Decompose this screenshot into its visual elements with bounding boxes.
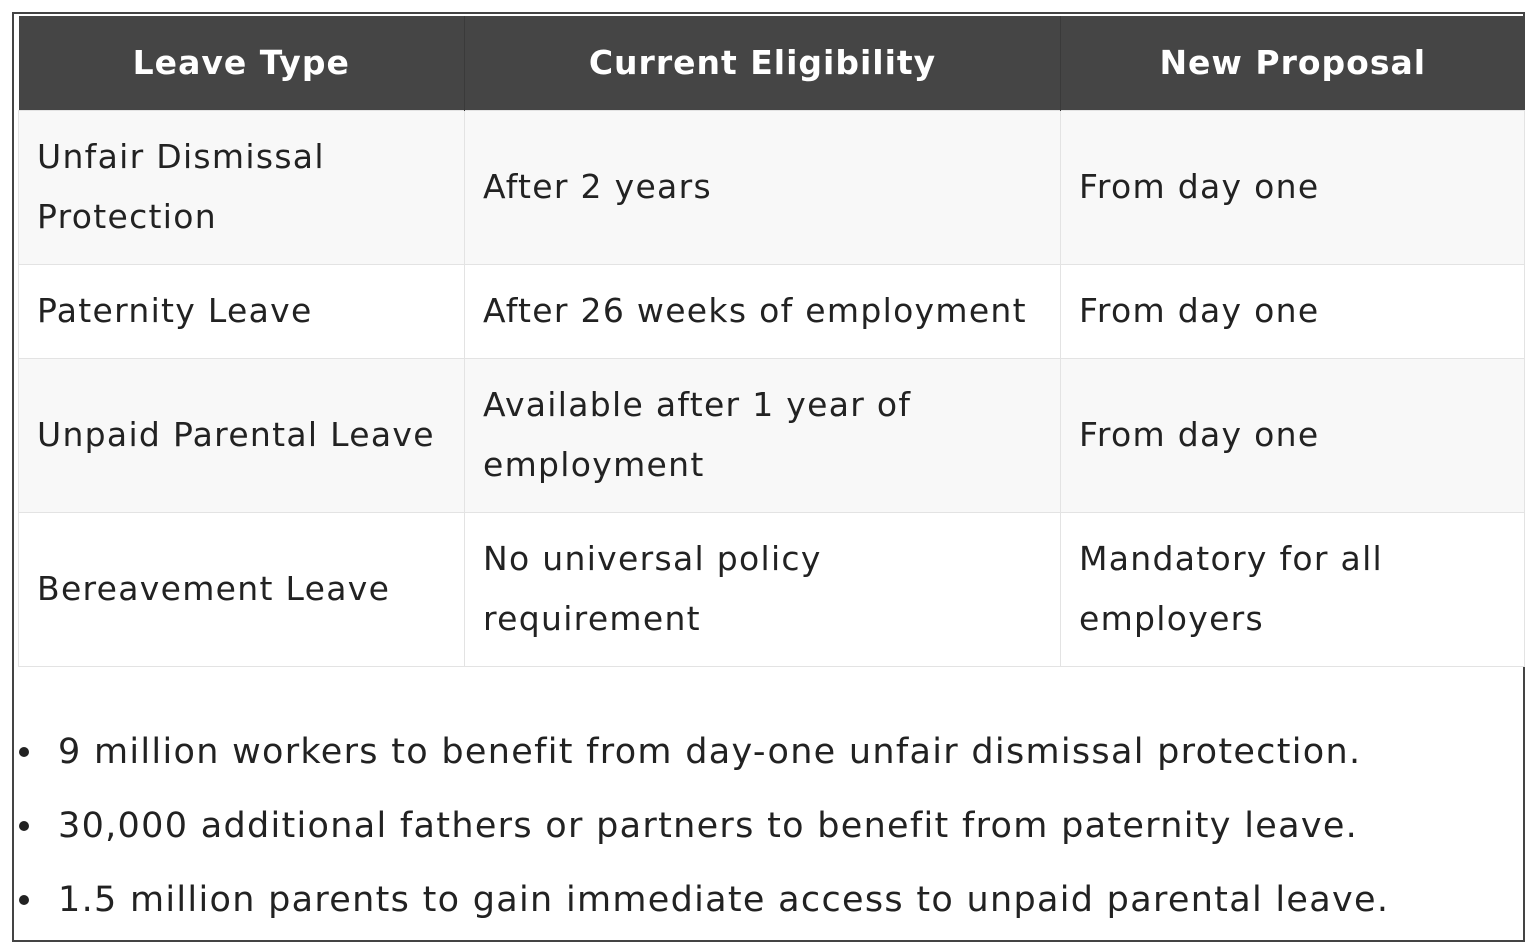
cell-leave-type: Bereavement Leave [19,512,465,666]
header-new-proposal: New Proposal [1061,16,1525,110]
cell-leave-type: Unpaid Parental Leave [19,358,465,512]
cell-current-eligibility: After 26 weeks of employment [465,264,1061,358]
header-current-eligibility: Current Eligibility [465,16,1061,110]
table-row [19,512,1525,666]
table-row [19,110,1525,264]
cell-new-proposal: Mandatory for all employers [1061,512,1525,666]
cell-leave-type: Unfair Dismissal Protection [19,110,465,264]
table-row [19,264,1525,358]
bullet-dot-icon [19,747,29,757]
header-leave-type: Leave Type [19,16,465,110]
cell-new-proposal: From day one [1061,264,1525,358]
list-item [14,720,1514,794]
leave-comparison-table [18,16,1525,667]
cell-new-proposal: From day one [1061,358,1525,512]
bullet-text: 30,000 additional fathers or partners to benefit from paternity leave. [58,806,1359,846]
list-item [14,868,1514,942]
bullet-dot-icon [19,821,29,831]
table-header-row [19,16,1525,110]
cell-leave-type: Paternity Leave [19,264,465,358]
bullet-dot-icon [19,895,29,905]
list-item [14,794,1514,868]
bullet-text: 9 million workers to benefit from day-one unfair dismissal protection. [58,732,1362,772]
cell-current-eligibility: After 2 years [465,110,1061,264]
cell-current-eligibility: Available after 1 year of employment [465,358,1061,512]
impact-bullet-list [14,720,1514,942]
cell-new-proposal: From day one [1061,110,1525,264]
table-row [19,358,1525,512]
cell-current-eligibility: No universal policy requirement [465,512,1061,666]
bullet-text: 1.5 million parents to gain immediate access to unpaid parental leave. [58,880,1390,920]
content-frame [12,12,1525,942]
